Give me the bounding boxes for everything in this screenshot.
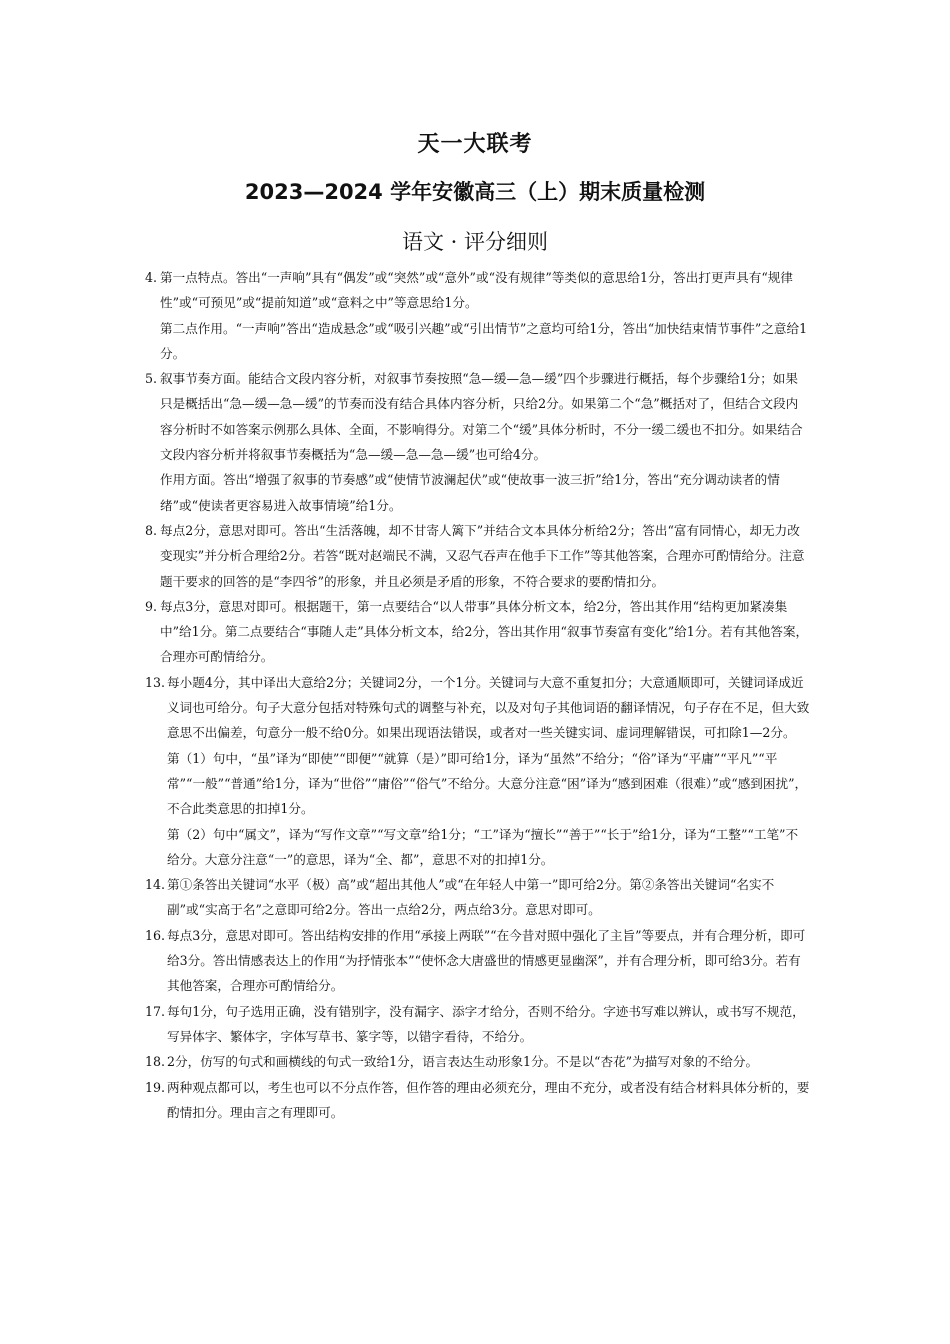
item-number: 9. (145, 598, 158, 614)
scoring-item (145, 999, 810, 1050)
scoring-item (145, 366, 810, 518)
scoring-rules-list (145, 265, 810, 1125)
exam-organizer-title: 天一大联考 (417, 132, 533, 157)
item-paragraph: 两种观点都可以，考生也可以不分点作答，但作答的理由必须充分，理由不充分，或者没有结合材料具体分析的，要酌情扣分。理由言之有理即可。 (167, 1079, 810, 1120)
item-paragraph: 每小题4分，其中译出大意给2分；关键词2分，一个1分。关键词与大意不重复扣分；大意通顺即可，关键词译成近义词也可给分。句子大意分包括对特殊句式的调整与补充，以及对句子其他词语的翻译情况，句子存在不足，但大致意思不出偏差，句意分一般不给0分。如果出现语法错误，或者对一些关键实词、虚词理解错误，可扣除1—2分。 (167, 674, 810, 741)
item-number: 17. (145, 1003, 166, 1019)
item-number: 5. (145, 371, 158, 387)
item-number: 16. (145, 927, 166, 943)
item-paragraph: 第一点特点。答出“一声响”具有“偶发”或“突然”或“意外”或“没有规律”等类似的意思给1分，答出打更声具有“规律性”或“可预见”或“提前知道”或“意料之中”等意思给1分。 (160, 270, 793, 311)
item-number: 8. (145, 522, 158, 538)
item-paragraph: 每句1分，句子选用正确，没有错别字，没有漏字、添字才给分，否则不给分。字迹书写难以辨认，或书写不规范，写异体字、繁体字，字体写草书、篆字等，以错字看待，不给分。 (167, 1003, 805, 1044)
item-paragraph: 作用方面。答出“增强了叙事的节奏感”或“使情节波澜起伏”或“使故事一波三折”给1分，答出“充分调动读者的情绪”或“使读者更容易进入故事情境”给1分。 (160, 472, 780, 513)
item-paragraph: 每点2分，意思对即可。答出“生活落魄，却不甘寄人篱下”并结合文本具体分析给2分；答出“富有同情心，却无力改变现实”并分析合理给2分。若答“既对赵端民不满，又忍气吞声在他手下工作”等其他答案，合理亦可酌情给分。注意题干要求的回答的是“李四爷”的形象，并且必须是矛盾的形象，不符合要求的要酌情扣分。 (160, 522, 805, 589)
item-paragraph: 第①条答出关键词“水平（极）高”或“超出其他人”或“在年轻人中第一”即可给2分。第②条答出关键词“名实不副”或“实高于名”之意即可给2分。答出一点给2分，两点给3分。意思对即可。 (167, 877, 775, 918)
item-number: 14. (145, 877, 166, 893)
scoring-item (145, 670, 810, 872)
item-paragraph: 叙事节奏方面。能结合文段内容分析，对叙事节奏按照“急—缓—急—缓”四个步骤进行概括，每个步骤给1分；如果只是概括出“急—缓—急—缓”的节奏而没有结合具体内容分析，只给2分。如果第二个“急”概括对了，但结合文段内容分析时不如答案示例那么具体、全面，不影响得分。对第二个“缓”具体分析时，不分一缓二缓也不扣分。如果结合文段内容分析并将叙事节奏概括为“急—缓—急—急—缓”也可给4分。 (160, 371, 803, 463)
scoring-item (145, 594, 810, 670)
scoring-item (145, 1075, 810, 1126)
item-paragraph: 每点3分，意思对即可。根据题干，第一点要结合“以人带事”具体分析文本，给2分，答出其作用“结构更加紧凑集中”给1分。第二点要结合“事随人走”具体分析文本，给2分，答出其作用“叙事节奏富有变化”给1分。若有其他答案，合理亦可酌情给分。 (160, 598, 809, 665)
item-number: 18. (145, 1054, 166, 1070)
scoring-item (145, 872, 810, 923)
item-paragraph: 第（2）句中“属文”，译为“写作文章”“写文章”给1分；“工”译为“擅长”“善于”“长于”给1分，译为“工整”“工笔”不给分。大意分注意“一”的意思，译为“全、都”，意思不对的扣掉1分。 (167, 826, 799, 867)
item-number: 19. (145, 1079, 166, 1095)
scoring-item (145, 518, 810, 594)
scoring-item (145, 923, 810, 999)
scoring-item (145, 265, 810, 366)
item-paragraph: 每点3分，意思对即可。答出结构安排的作用“承接上两联”“在今昔对照中强化了主旨”等要点，并有合理分析，即可给3分。答出情感表达上的作用“为抒情张本”“使怀念大唐盛世的情感更显幽深”，并有合理分析，即可给3分。若有其他答案，合理亦可酌情给分。 (167, 927, 806, 994)
item-paragraph: 第二点作用。“一声响”答出“造成悬念”或“吸引兴趣”或“引出情节”之意均可给1分，答出“加快结束情节事件”之意给1分。 (160, 320, 808, 361)
item-paragraph: 2分，仿写的句式和画横线的句式一致给1分，语言表达生动形象1分。不是以“杏花”为描写对象的不给分。 (167, 1054, 759, 1070)
scoring-item (145, 1049, 810, 1074)
item-number: 4. (145, 270, 158, 285)
exam-title: 2023—2024 学年安徽高三（上）期末质量检测 (244, 180, 706, 204)
item-number: 13. (145, 674, 166, 690)
section-title: 语文 · 评分细则 (401, 230, 549, 254)
item-paragraph: 第（1）句中，“虽”译为“即使”“即便”“就算（是）”即可给1分，译为“虽然”不给分；“俗”译为“平庸”“平凡”“平常”“一般”“普通”给1分，译为“世俗”“庸俗”“俗气”不给分。大意分注意“困”译为“感到困难（很难）”或“感到困扰”，不合此类意思的扣掉1分。 (167, 750, 808, 817)
